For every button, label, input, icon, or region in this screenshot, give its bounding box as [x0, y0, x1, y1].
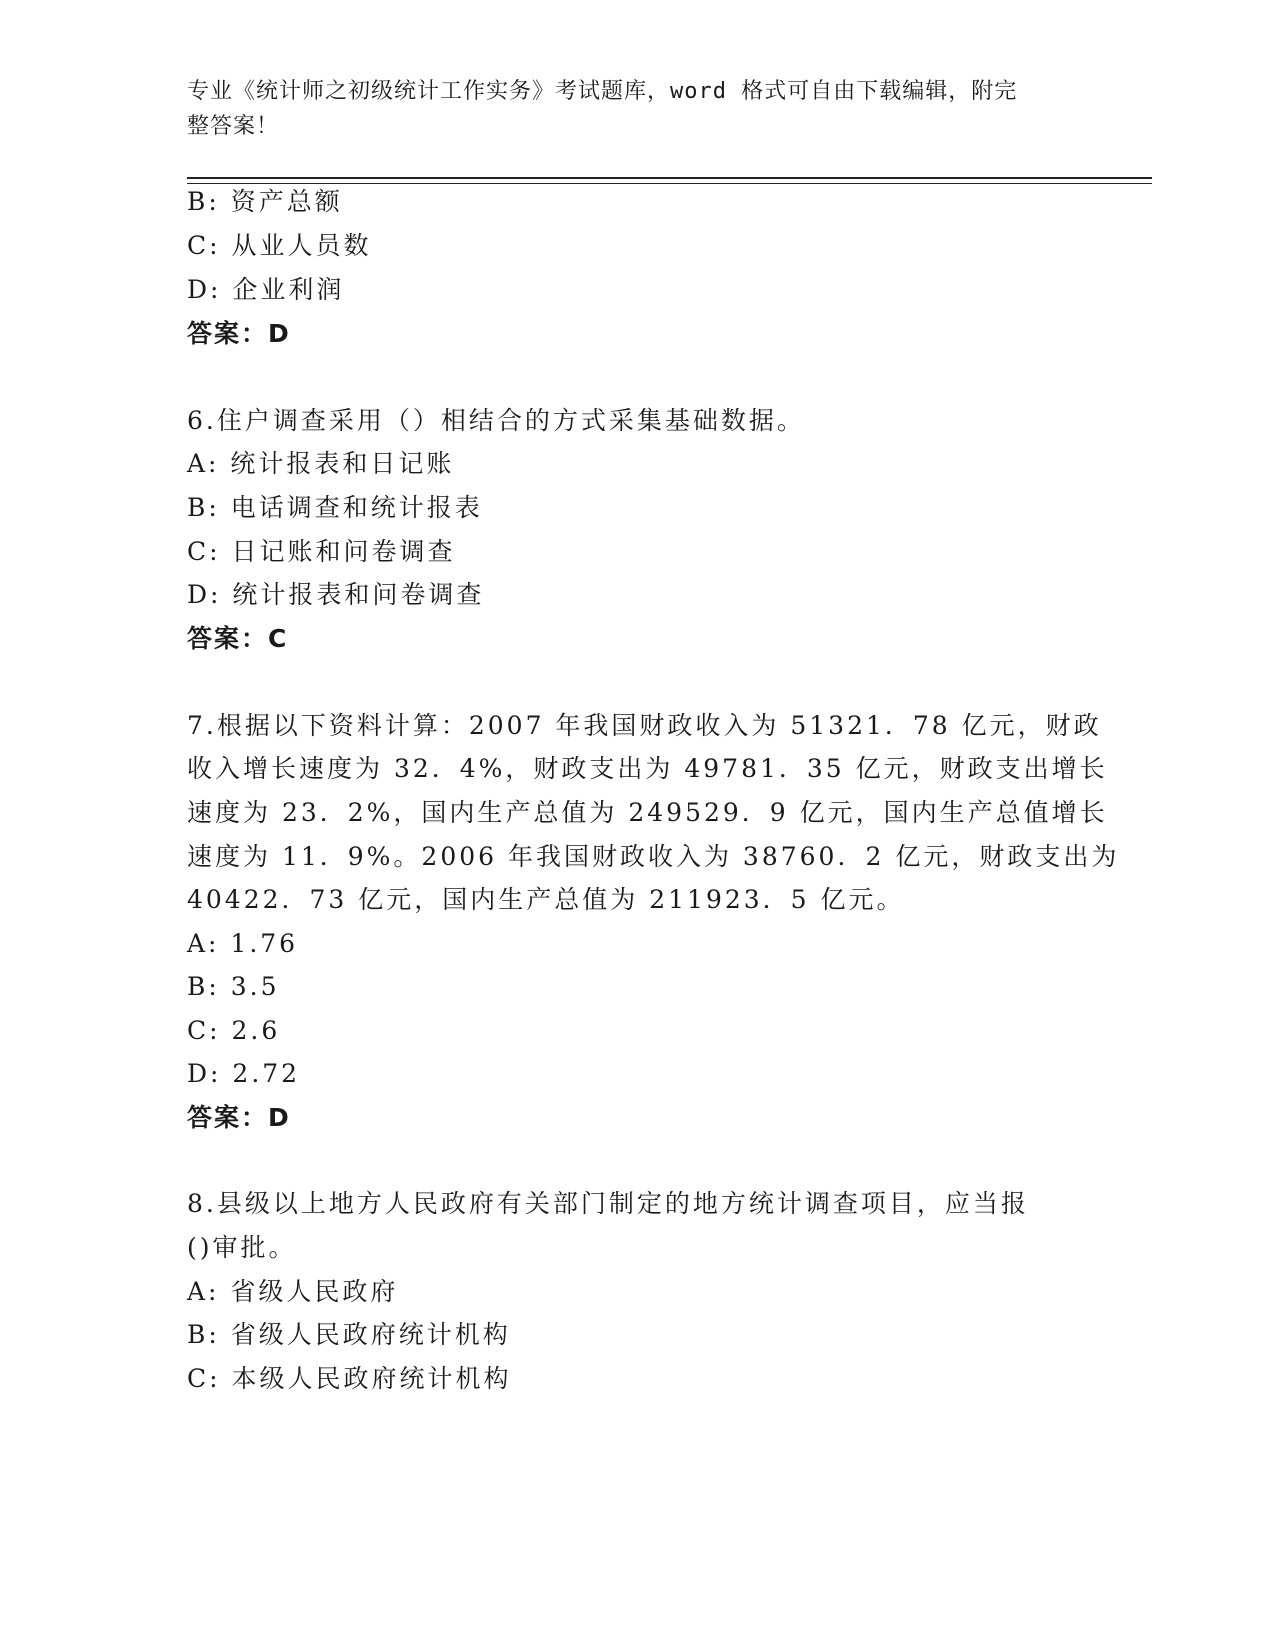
q8-option-a: A: 省级人民政府	[187, 1277, 399, 1306]
header-line-1: 专业《统计师之初级统计工作实务》考试题库，word 格式可自由下载编辑，附完	[187, 79, 1018, 104]
q7-answer: 答案：D	[187, 1103, 291, 1132]
q6-answer: 答案：C	[187, 624, 289, 653]
q7-option-d: D: 2.72	[187, 1059, 301, 1088]
q5-answer: 答案：D	[187, 319, 291, 348]
q6-stem: 6.住户调查采用（）相结合的方式采集基础数据。	[187, 406, 805, 435]
q7-option-a: A: 1.76	[187, 929, 299, 958]
header-divider-thick	[187, 177, 1152, 179]
q5-option-d: D: 企业利润	[187, 275, 345, 304]
document-header	[187, 74, 1067, 144]
q8-stem-line-2: ()审批。	[187, 1233, 297, 1262]
q6-option-b: B: 电话调查和统计报表	[187, 493, 483, 522]
q7-option-b: B: 3.5	[187, 972, 280, 1001]
header-line-2: 整答案！	[187, 114, 280, 139]
q5-option-b: B: 资产总额	[187, 187, 343, 216]
q6-option-d: D: 统计报表和问卷调查	[187, 580, 485, 609]
q5-option-c: C: 从业人员数	[187, 231, 372, 260]
q7-option-c: C: 2.6	[187, 1016, 281, 1045]
q7-stem-line-1: 7.根据以下资料计算：2007 年我国财政收入为 51321．78 亿元，财政	[187, 711, 1102, 740]
q7-stem-line-2: 收入增长速度为 32．4%，财政支出为 49781．35 亿元，财政支出增长	[187, 754, 1108, 783]
q8-option-c: C: 本级人民政府统计机构	[187, 1364, 512, 1393]
q6-option-c: C: 日记账和问卷调查	[187, 537, 456, 566]
q6-option-a: A: 统计报表和日记账	[187, 449, 455, 478]
q7-stem-line-3: 速度为 23．2%，国内生产总值为 249529．9 亿元，国内生产总值增长	[187, 798, 1108, 827]
q7-stem-line-5: 40422．73 亿元，国内生产总值为 211923．5 亿元。	[187, 885, 905, 914]
q8-stem-line-1: 8.县级以上地方人民政府有关部门制定的地方统计调查项目，应当报	[187, 1189, 1029, 1218]
q8-option-b: B: 省级人民政府统计机构	[187, 1320, 511, 1349]
header-divider-thin	[187, 183, 1152, 184]
q7-stem-line-4: 速度为 11．9%。2006 年我国财政收入为 38760．2 亿元，财政支出为	[187, 842, 1120, 871]
